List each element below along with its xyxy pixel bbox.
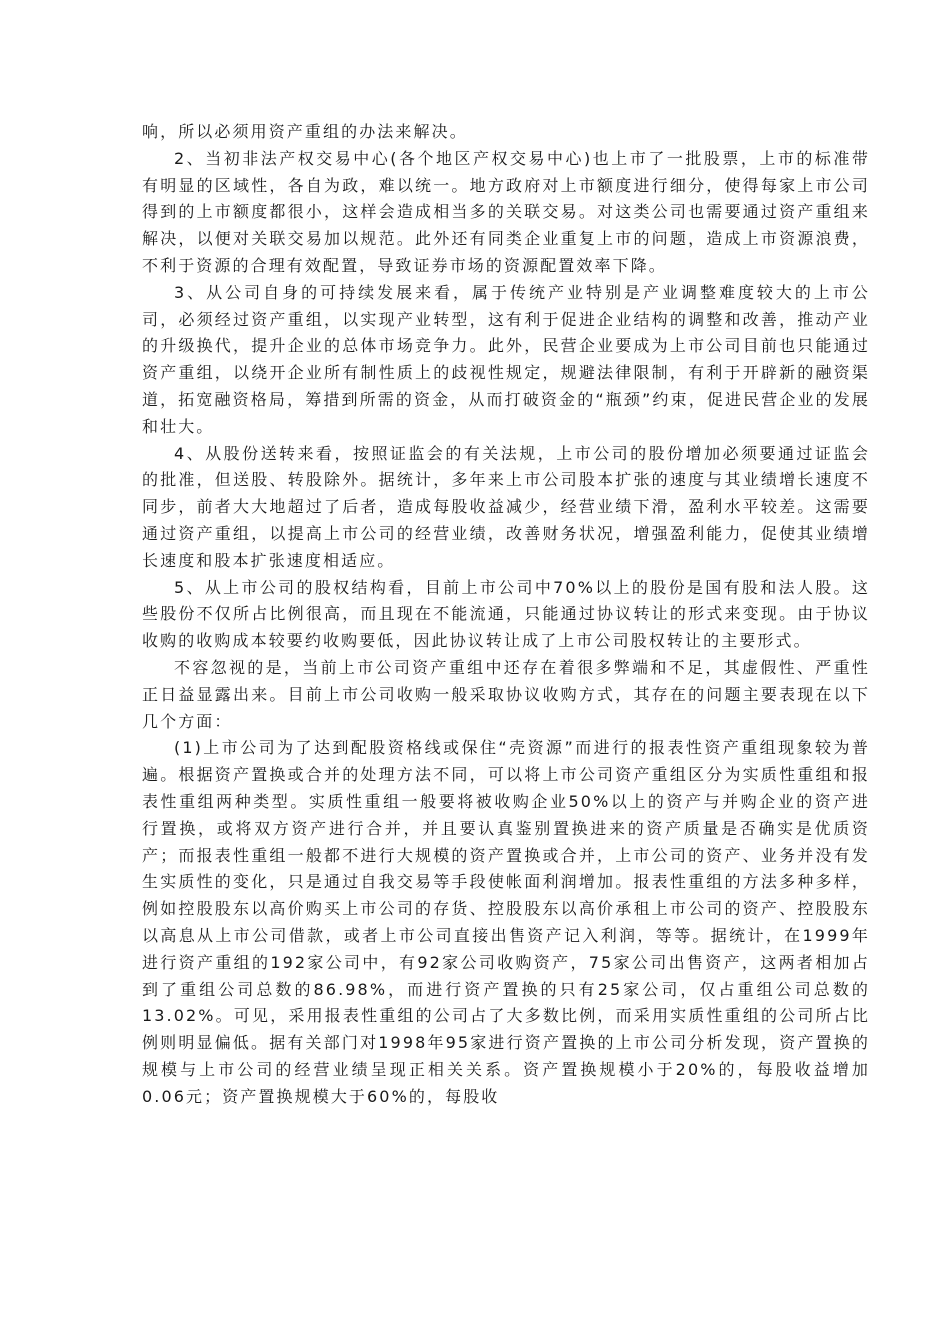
paragraph-point-3: 3、从公司自身的可持续发展来看，属于传统产业特别是产业调整难度较大的上市公司，必须经过资产重组，以实现产业转型，这有利于促进企业结构的调整和改善，推动产业的升级换代，提升企业的总体市场竞争力。此外，民营企业要成为上市公司目前也只能通过资产重组，以绕开企业所有制性质上的歧视性规定，规避法律限制，有利于开辟新的融资渠道，拓宽融资格局，筹措到所需的资金，从而打破资金的“瓶颈”约束，促进民营企业的发展和壮大。 bbox=[142, 282, 870, 436]
paragraph-point-5: 5、从上市公司的股权结构看，目前上市公司中70%以上的股份是国有股和法人股。这些股份不仅所占比例很高，而且现在不能流通，只能通过协议转让的形式来变现。由于协议收购的收购成本较要约收购要低，因此协议转让成了上市公司股权转让的主要形式。 bbox=[142, 577, 870, 651]
paragraph-problem-1: (1)上市公司为了达到配股资格线或保住“壳资源”而进行的报表性资产重组现象较为普遍。根据资产置换或合并的处理方法不同，可以将上市公司资产重组区分为实质性重组和报表性重组两种类型。实质性重组一般要将被收购企业50%以上的资产与并购企业的资产进行置换，或将双方资产进行合并，并且要认真鉴别置换进来的资产质量是否确实是优质资产；而报表性重组一般都不进行大规模的资产置换或合并，上市公司的资产、业务并没有发生实质性的变化，只是通过自我交易等手段使帐面利润增加。报表性重组的方法多种多样，例如控股股东以高价购买上市公司的存货、控股股东以高价承租上市公司的资产、控股股东以高息从上市公司借款，或者上市公司直接出售资产记入利润，等等。据统计，在1999年进行资产重组的192家公司中，有92家公司收购资产，75家公司出售资产，这两者相加占到了重组公司总数的86.98%，而进行资产置换的只有25家公司，仅占重组公司总数的13.02%。可见，采用报表性重组的公司占了大多数比例，而采用实质性重组的公司所占比例则明显偏低。据有关部门对1998年95家进行资产置换的上市公司分析发现，资产置换的规模与上市公司的经营业绩呈现正相关关系。资产置换规模小于20%的，每股收益增加0.06元；资产置换规模大于60%的，每股收 bbox=[142, 738, 870, 1106]
paragraph-point-2: 2、当初非法产权交易中心(各个地区产权交易中心)也上市了一批股票，上市的标准带有明显的区域性，各自为政，难以统一。地方政府对上市额度进行细分，使得每家上市公司得到的上市额度都很小，这样会造成相当多的关联交易。对这类公司也需要通过资产重组来解决，以便对关联交易加以规范。此外还有同类企业重复上市的问题，造成上市资源浪费，不利于资源的合理有效配置，导致证券市场的资源配置效率下降。 bbox=[142, 148, 870, 275]
body-text bbox=[142, 119, 870, 1110]
paragraph-problems-intro: 不容忽视的是，当前上市公司资产重组中还存在着很多弊端和不足，其虚假性、严重性正日益显露出来。目前上市公司收购一般采取协议收购方式，其存在的问题主要表现在以下几个方面： bbox=[142, 657, 870, 731]
paragraph-continuation: 响，所以必须用资产重组的办法来解决。 bbox=[142, 122, 468, 141]
paragraph-point-4: 4、从股份送转来看，按照证监会的有关法规，上市公司的股份增加必须要通过证监会的批准，但送股、转股除外。据统计，多年来上市公司股本扩张的速度与其业绩增长速度不同步，前者大大地超过了后者，造成每股收益减少，经营业绩下滑，盈利水平较差。这需要通过资产重组，以提高上市公司的经营业绩，改善财务状况，增强盈利能力，促使其业绩增长速度和股本扩张速度相适应。 bbox=[142, 443, 870, 570]
